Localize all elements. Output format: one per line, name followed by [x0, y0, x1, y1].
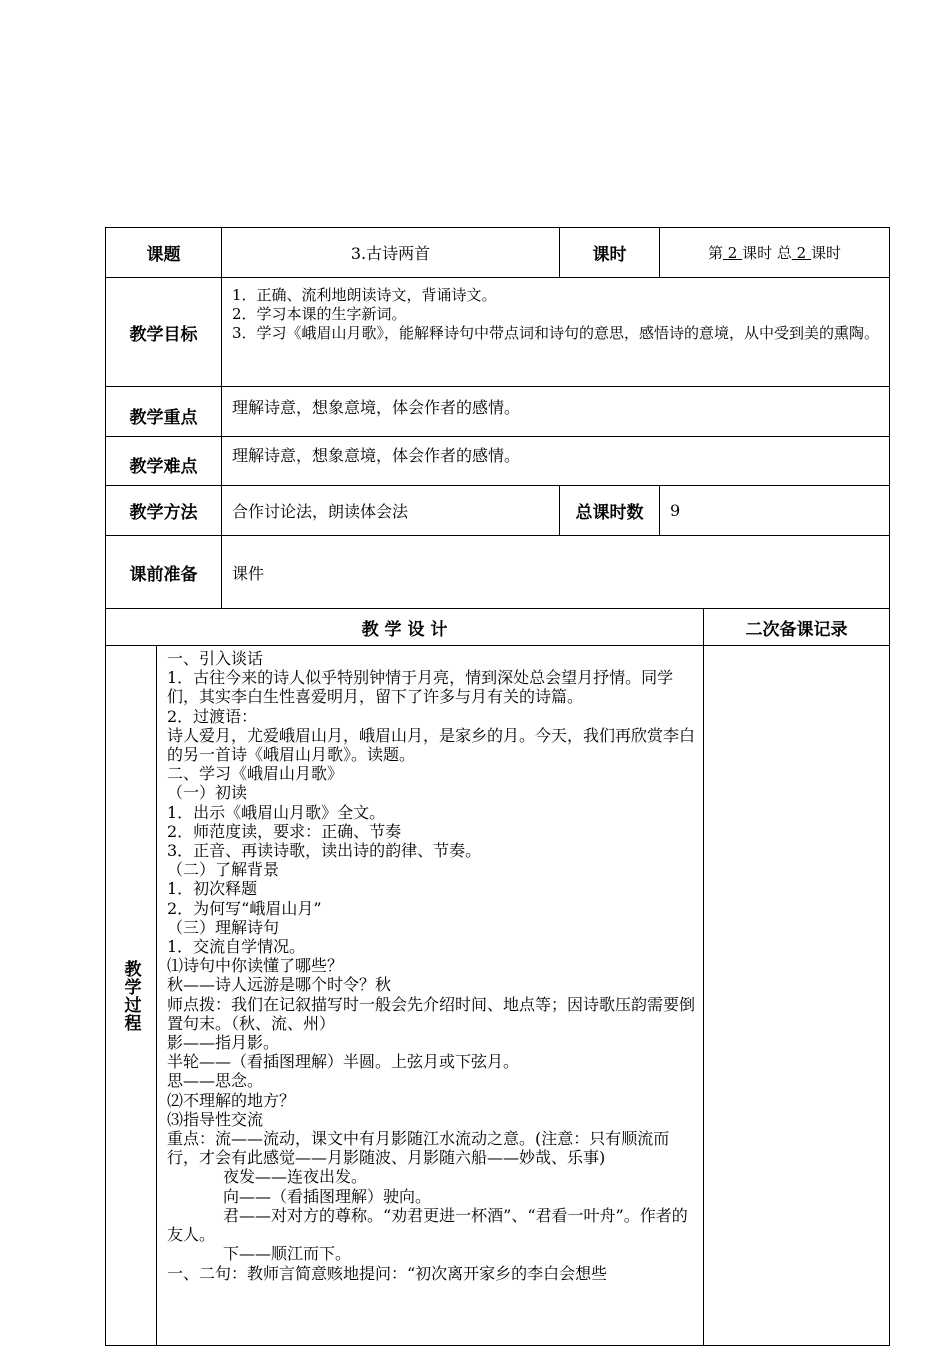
process-line: 影——指月影。 — [167, 1033, 280, 1053]
goal-item: 1．正确、流利地朗读诗文，背诵诗文。 — [232, 286, 497, 304]
total-periods-label: 总课时数 — [560, 486, 660, 536]
method-label: 教学方法 — [106, 486, 222, 536]
prep-label: 课前准备 — [106, 536, 222, 609]
period-value: 第 2 课时 总 2 课时 — [660, 228, 890, 278]
process-line: （三）理解诗句 — [167, 917, 280, 937]
process-line: ⑵不理解的地方？ — [167, 1090, 296, 1110]
method-value: 合作讨论法，朗读体会法 — [222, 486, 560, 536]
difficulties-label: 教学难点 — [106, 437, 222, 486]
process-line: 1．交流自学情况。 — [167, 937, 306, 957]
teaching-design-table — [105, 608, 890, 1346]
process-line: （二）了解背景 — [167, 860, 280, 880]
key-points-value: 理解诗意，想象意境，体会作者的感情。 — [222, 387, 890, 437]
process-line: 重点：流——流动，课文中有月影随江水流动之意。(注意：只有顺流而行，才会有此感觉——月影随波、月影随六船——妙哉、乐事) — [167, 1129, 670, 1168]
process-line: 思——思念。 — [167, 1071, 264, 1091]
process-line: 二、学习《峨眉山月歌》 — [167, 764, 344, 784]
lesson-info-table — [105, 227, 890, 609]
total-periods-value: 9 — [660, 486, 890, 536]
process-line: 师点拨：我们在记叙描写时一般会先介绍时间、地点等；因诗歌压韵需要倒置句末。（秋、流、州） — [167, 994, 696, 1033]
record-header: 二次备课记录 — [704, 609, 890, 646]
process-line: ⑴诗句中你读懂了哪些？ — [167, 956, 344, 976]
process-line: 诗人爱月，尤爱峨眉山月，峨眉山月，是家乡的月。今天，我们再欣赏李白的另一首诗《峨眉山月歌》。读题。 — [167, 725, 696, 765]
difficulties-value: 理解诗意，想象意境，体会作者的感情。 — [222, 437, 890, 486]
process-line: 2．为何写“峨眉山月” — [167, 898, 322, 918]
process-line: 下——顺江而下。 — [223, 1244, 352, 1264]
goals-label: 教学目标 — [106, 278, 222, 387]
process-content — [157, 646, 704, 1346]
process-line: ⑶指导性交流 — [167, 1109, 264, 1129]
second-prep-record-cell — [704, 646, 890, 1346]
period-label: 课时 — [560, 228, 660, 278]
process-line: 1．初次释题 — [167, 879, 258, 899]
process-line: 2．过渡语： — [167, 706, 258, 726]
process-line: 一、引入谈话 — [167, 649, 264, 668]
process-line: 一、二句：教师言简意赅地提问：“初次离开家乡的李白会想些 — [167, 1263, 608, 1283]
process-label-cell — [106, 646, 157, 1346]
topic-label: 课题 — [106, 228, 222, 278]
process-line: 3．正音、再读诗歌，读出诗的韵律、节奏。 — [167, 841, 482, 861]
goals-list — [222, 278, 890, 387]
design-header: 教 学 设 计 — [106, 609, 704, 646]
topic-value: 3.古诗两首 — [222, 228, 560, 278]
process-line: 1．古往今来的诗人似乎特别钟情于月亮，情到深处总会望月抒情。同学们，其实李白生性喜爱明月，留下了许多与月有关的诗篇。 — [167, 668, 674, 707]
prep-value: 课件 — [222, 536, 890, 609]
process-line: 半轮——（看插图理解）半圆。上弦月或下弦月。 — [167, 1052, 520, 1072]
process-line: 君——对对方的尊称。“劝君更进一杯酒”、“君看一叶舟”。作者的友人。 — [167, 1205, 688, 1245]
process-line: 夜发——连夜出发。 — [223, 1167, 368, 1187]
process-line: 向——（看插图理解）驶向。 — [223, 1186, 432, 1206]
process-line: 秋——诗人远游是哪个时令？秋 — [167, 975, 392, 995]
goal-item: 2．学习本课的生字新词。 — [232, 305, 407, 323]
process-line: （一）初读 — [167, 783, 248, 803]
process-label: 教学过程 — [120, 959, 141, 1032]
process-line: 1．出示《峨眉山月歌》全文。 — [167, 802, 386, 822]
process-line: 2．师范度读，要求：正确、节奏 — [167, 821, 402, 841]
goal-item: 3．学习《峨眉山月歌》，能解释诗句中带点词和诗句的意思，感悟诗的意境，从中受到美的熏陶。 — [232, 324, 880, 342]
key-points-label: 教学重点 — [106, 387, 222, 437]
